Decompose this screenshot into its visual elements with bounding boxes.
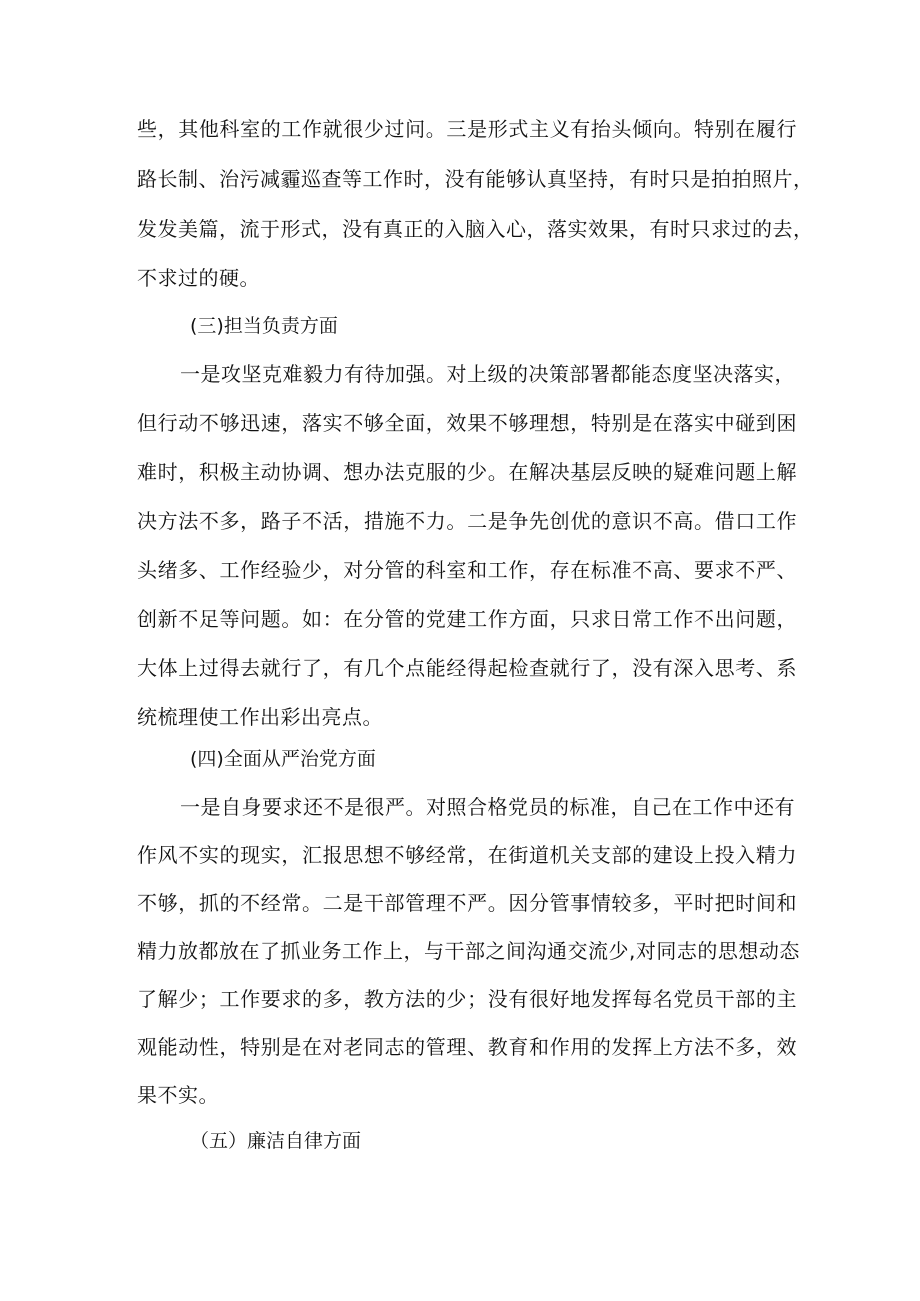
body-line: 作风不实的现实，汇报思想不够经常，在街道机关支部的建设上投入精力 [137,843,797,867]
body-line: 些，其他科室的工作就很少过问。三是形式主义有抬头倾向。特别在履行 [137,117,797,141]
body-line: 不够，抓的不经常。二是干部管理不严。因分管事情较多，平时把时间和 [137,891,797,915]
section-heading: (四)全面从严治党方面 [190,748,376,770]
body-line: 果不实。 [137,1083,219,1107]
paragraph-first-line: 一是攻坚克难毅力有待加强。对上级的决策部署都能态度坚决落实， [180,362,795,386]
body-line: 路长制、治污减霾巡查等工作时，没有能够认真坚持，有时只是拍拍照片， [137,167,814,191]
section-heading: (三)担当负责方面 [190,315,338,337]
body-line: 统梳理使工作出彩出亮点。 [137,705,383,729]
body-line: 头绪多、工作经验少，对分管的科室和工作，存在标准不高、要求不严、 [137,558,797,582]
body-line: 决方法不多，路子不活，措施不力。二是争先创优的意识不高。借口工作 [137,509,797,533]
body-line: 创新不足等问题。如：在分管的党建工作方面，只求日常工作不出问题， [137,607,797,631]
body-line: 精力放都放在了抓业务工作上，与干部之间沟通交流少,对同志的思想动态 [137,939,800,963]
body-line: 观能动性，特别是在对老同志的管理、教育和作用的发挥上方法不多，效 [137,1035,797,1059]
body-line: 了解少；工作要求的多，教方法的少；没有很好地发挥每名党员干部的主 [137,987,797,1011]
body-line: 大体上过得去就行了，有几个点能经得起检查就行了，没有深入思考、系 [137,656,797,680]
paragraph-first-line: 一是自身要求还不是很严。对照合格党员的标准，自己在工作中还有 [180,795,795,819]
body-line: 发发美篇，流于形式，没有真正的入脑入心，落实效果，有时只求过的去， [137,217,814,241]
body-line: 难时，积极主动协调、想办法克服的少。在解决基层反映的疑难问题上解 [137,460,797,484]
section-heading: （五）廉洁自律方面 [190,1130,362,1152]
body-line: 但行动不够迅速，落实不够全面，效果不够理想，特别是在落实中碰到困 [137,411,797,435]
body-line: 不求过的硬。 [137,266,260,290]
